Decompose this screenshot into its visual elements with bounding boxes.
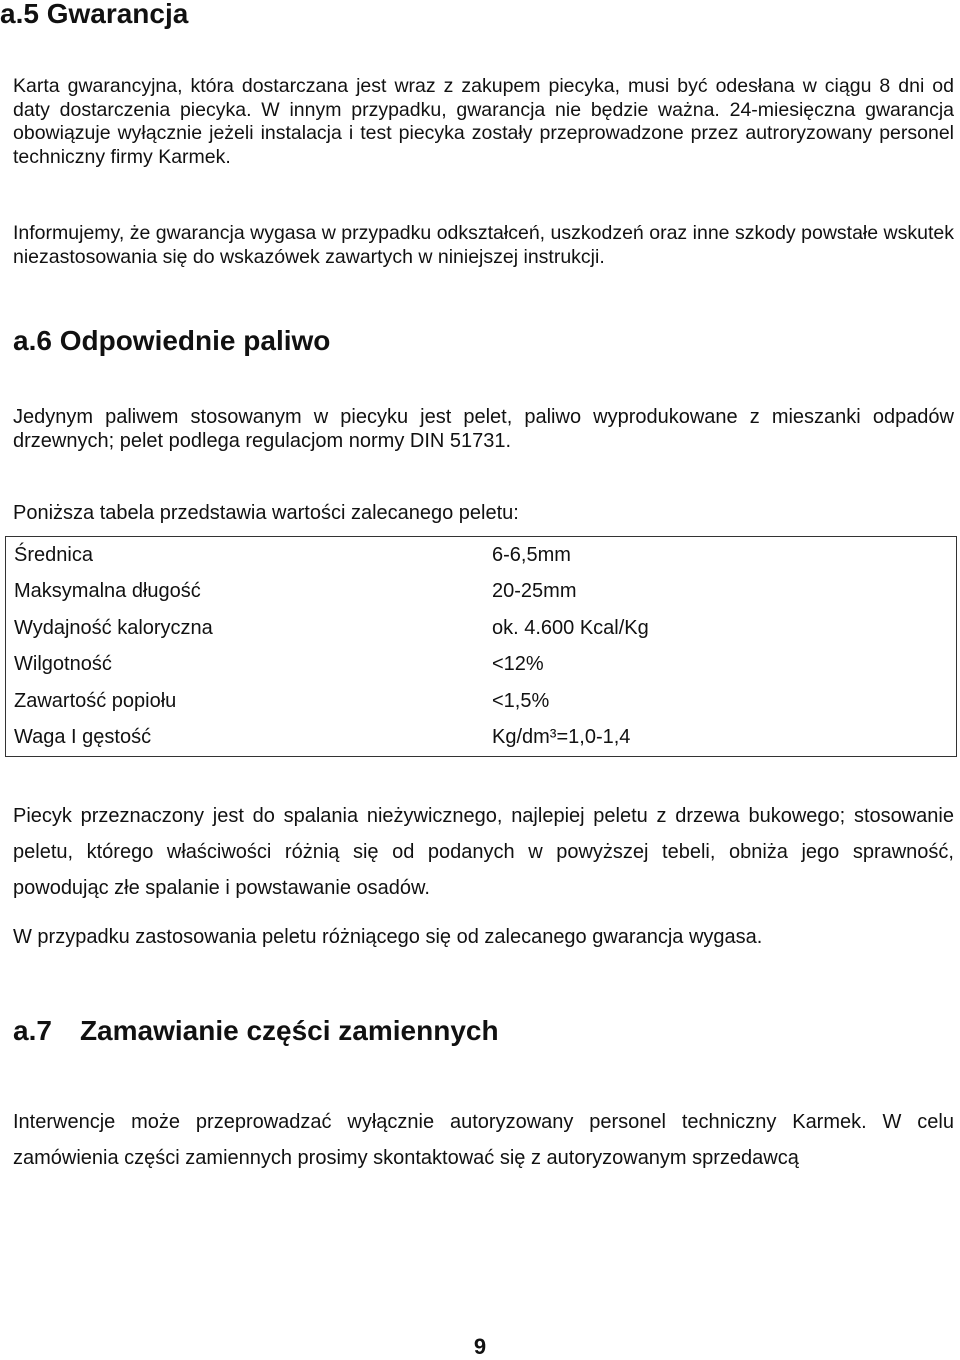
section-a5-paragraph-1: Karta gwarancyjna, która dostarczana jest wraz z zakupem piecyka, musi być odesłana w ciągu 8 dni od daty dostarczenia piecyka. W innym przypadku, gwarancja nie będzie ważna. 24-miesięczna gwarancja obowiązuje wyłącznie jeżeli instalacja i test piecyka zostały przeprowadzone przez autroryzowany personel techniczny firmy Karmek. [13,75,954,168]
table-row [6,610,957,647]
table-cell-label: Waga I gęstość [14,726,152,749]
table-row [6,720,957,757]
table-cell-value: Kg/dm³=1,0-1,4 [492,726,631,749]
section-a5-paragraph-2: Informujemy, że gwarancja wygasa w przypadku odkształceń, uszkodzeń oraz inne szkody powstałe wskutek niezastosowania się do wskazówek zawartych w niniejszej instrukcji. [13,222,954,268]
table-cell-label: Wydajność kaloryczna [14,616,213,639]
table-cell-value: <12% [492,653,544,676]
table-cell-value: 6-6,5mm [492,543,571,566]
table-cell-label: Maksymalna długość [14,580,201,603]
section-a6-paragraph-3: W przypadku zastosowania peletu różniącego się od zalecanego gwarancja wygasa. [13,926,763,948]
table-cell-value: <1,5% [492,689,550,712]
section-a7-heading [13,1015,499,1047]
table-cell-value: ok. 4.600 Kcal/Kg [492,616,649,639]
section-a6-paragraph-1: Jedynym paliwem stosowanym w piecyku jest pelet, paliwo wyprodukowane z mieszanki odpadów drzewnych; pelet podlega regulacjom normy DIN 51731. [13,406,954,452]
section-a7-title: Zamawianie części zamiennych [79,1015,499,1046]
table-row [6,537,957,574]
section-a6-paragraph-2: Piecyk przeznaczony jest do spalania nieżywicznego, najlepiej peletu z drzewa bukowego; stosowanie peletu, którego właściwości różnią się od podanych w powyższej tebeli, obniża jego sprawność, powodując złe spalanie i powstawanie osadów. [13,805,954,899]
section-a7-number: a.7 [13,1015,52,1046]
section-a6-heading: a.6 Odpowiednie paliwo [13,325,331,356]
table-cell-label: Wilgotność [14,653,112,676]
pellet-table-intro: Poniższa tabela przedstawia wartości zalecanego peletu: [13,502,519,524]
table-cell-value: 20-25mm [492,580,577,603]
table-row [6,647,957,684]
section-a7-paragraph-1: Interwencje może przeprowadzać wyłącznie autoryzowany personel techniczny Karmek. W celu zamówienia części zamiennych prosimy skontaktować się z autoryzowanym sprzedawcą [13,1111,954,1169]
pellet-specification-table [5,536,957,757]
table-row [6,683,957,720]
section-a5-heading: a.5 Gwarancja [0,0,189,29]
table-cell-label: Średnica [14,543,93,566]
table-row [6,574,957,611]
table-cell-label: Zawartość popiołu [14,689,177,712]
page-number: 9 [473,1334,487,1359]
